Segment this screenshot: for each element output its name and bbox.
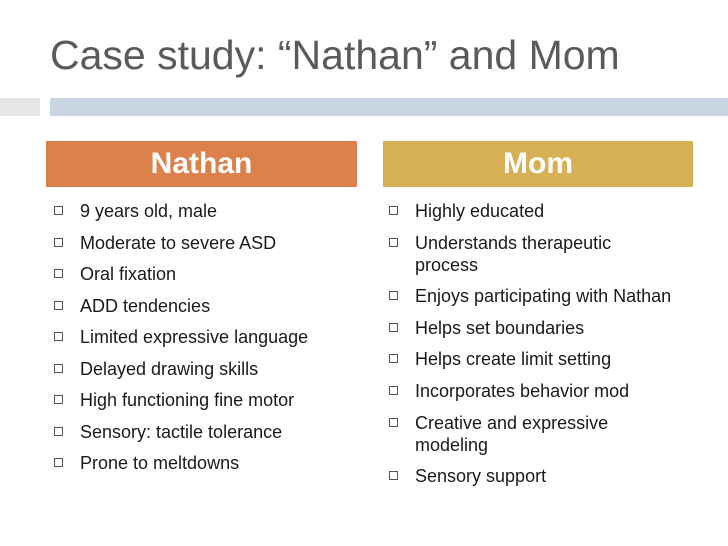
list-item xyxy=(387,317,677,339)
square-bullet-icon xyxy=(389,291,398,300)
list-item-text: Incorporates behavior mod xyxy=(415,380,630,401)
list-item xyxy=(52,389,352,421)
title-rule-left xyxy=(0,98,40,116)
mom-list xyxy=(387,200,677,497)
square-bullet-icon xyxy=(389,418,398,427)
square-bullet-icon xyxy=(54,301,63,310)
list-item xyxy=(52,232,352,264)
list-item xyxy=(52,295,352,327)
list-item xyxy=(387,380,677,402)
list-item xyxy=(52,421,352,453)
list-item-text: Moderate to severe ASD xyxy=(80,232,277,253)
slide-title: Case study: “Nathan” and Mom xyxy=(50,32,620,78)
mom-header: Mom xyxy=(383,141,693,187)
list-item xyxy=(52,358,352,390)
list-item xyxy=(387,232,677,276)
list-item-text: Limited expressive language xyxy=(80,327,309,347)
nathan-header: Nathan xyxy=(46,141,357,187)
list-item-text: Understands therapeutic process xyxy=(415,232,612,275)
list-item-text: Sensory: tactile tolerance xyxy=(80,421,283,442)
list-item-text: Prone to meltdowns xyxy=(80,453,240,473)
list-item xyxy=(387,465,677,487)
list-item-text: Sensory support xyxy=(415,466,547,487)
list-item-text: Enjoys participating with Nathan xyxy=(415,286,672,307)
square-bullet-icon xyxy=(54,269,63,278)
list-item-text: Creative and expressive modeling xyxy=(415,412,609,455)
square-bullet-icon xyxy=(54,206,63,215)
square-bullet-icon xyxy=(54,395,63,404)
square-bullet-icon xyxy=(389,323,398,332)
list-item-text: Delayed drawing skills xyxy=(80,358,259,379)
square-bullet-icon xyxy=(389,354,398,363)
list-item xyxy=(387,412,677,456)
list-item xyxy=(387,285,677,307)
list-item xyxy=(52,452,352,484)
list-item-text: Helps set boundaries xyxy=(415,317,585,338)
list-item-text: Oral fixation xyxy=(80,264,177,284)
list-item-text: Highly educated xyxy=(415,201,545,221)
square-bullet-icon xyxy=(54,332,63,341)
list-item xyxy=(52,200,352,232)
square-bullet-icon xyxy=(389,471,398,480)
square-bullet-icon xyxy=(54,427,63,436)
list-item-text: Helps create limit setting xyxy=(415,349,612,370)
square-bullet-icon xyxy=(389,238,398,247)
square-bullet-icon xyxy=(389,206,398,215)
list-item xyxy=(52,263,352,295)
list-item xyxy=(387,200,677,222)
list-item-text: 9 years old, male xyxy=(80,201,218,221)
nathan-list xyxy=(52,200,352,484)
list-item xyxy=(387,348,677,370)
square-bullet-icon xyxy=(54,364,63,373)
square-bullet-icon xyxy=(54,238,63,247)
square-bullet-icon xyxy=(389,386,398,395)
square-bullet-icon xyxy=(54,458,63,467)
title-rule-right xyxy=(50,98,728,116)
list-item-text: ADD tendencies xyxy=(80,295,211,316)
list-item-text: High functioning fine motor xyxy=(80,390,295,410)
list-item xyxy=(52,326,352,358)
